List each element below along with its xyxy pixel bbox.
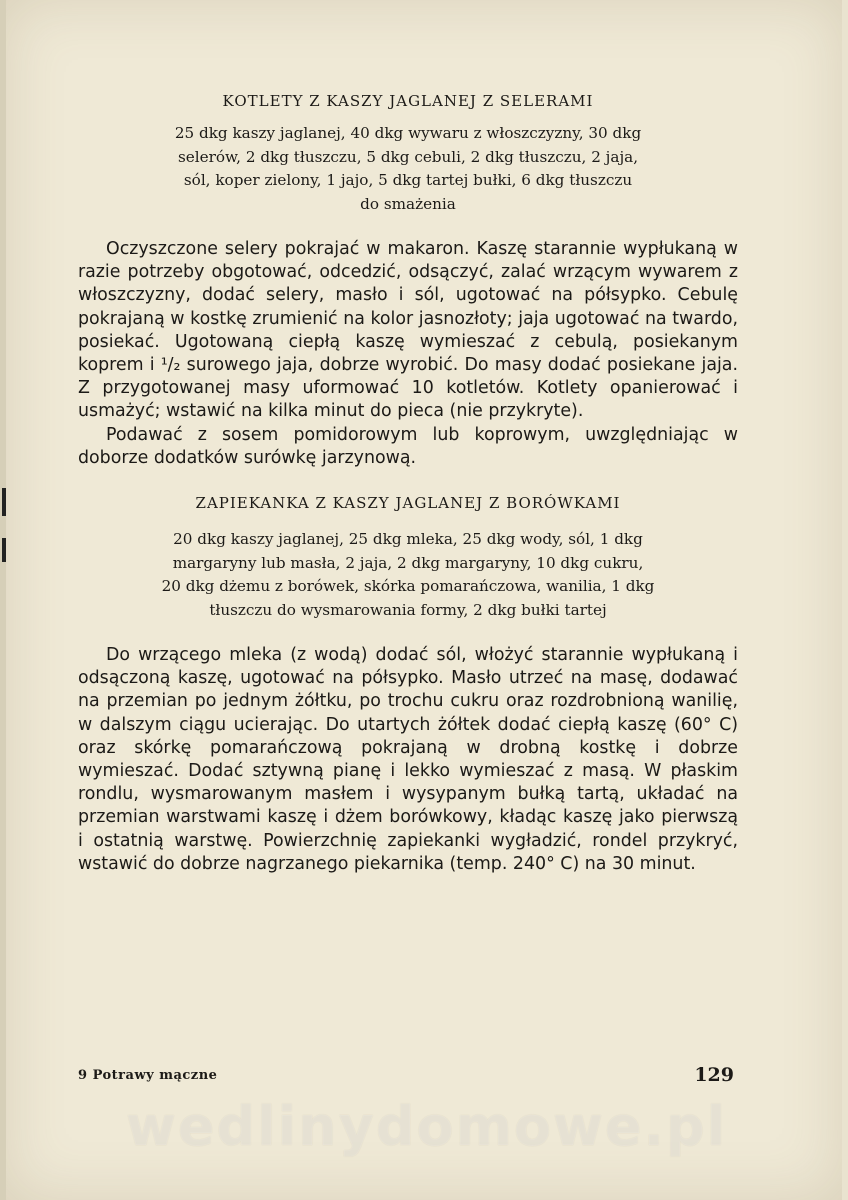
page-content [78,88,738,876]
ingredients-line: tłuszczu do wysmarowania formy, 2 dkg bułki tartej [209,600,607,619]
page-number: 129 [694,1064,734,1086]
page-footer [78,1064,738,1098]
instructions-paragraph: Oczyszczone selery pokrajać w makaron. Kaszę starannie wypłukaną w razie potrzeby obgotować, odcedzić, odsączyć, zalać wrzącym wywarem z włoszczyzny, dodać selery, masło i sól, ugotować na półsypko. Cebulę pokrajaną w kostkę zrumienić na kolor jasnozłoty; jaja ugotować na twardo, posiekać. Ugotowaną ciepłą kaszę wymieszać z cebulą, posiekanym koprem i ¹/₂ surowego jaja, dobrze wyrobić. Do masy dodać posiekane jaja. Z przygotowanej masy uformować 10 kotletów. Kotlety opanierować i usmażyć; wstawić na kilka minut do pieca (nie przykryte). [78,239,738,422]
ingredients-line: 20 dkg kaszy jaglanej, 25 dkg mleka, 25 dkg wody, sól, 1 dkg [173,530,643,549]
instructions [78,644,738,876]
recipe-title: ZAPIEKANKA Z KASZY JAGLANEJ Z BORÓWKAMI [195,494,621,513]
serving-paragraph: Podawać z sosem pomidorowym lub koprowym, uwzględniając w doborze dodatków surówkę jarzynową. [78,424,738,468]
ingredients-line: 20 dkg dżemu z borówek, skórka pomarańczowa, wanilia, 1 dkg [161,577,655,596]
ingredients-line: do smażenia [360,194,456,213]
ingredients-line: selerów, 2 dkg tłuszczu, 5 dkg cebuli, 2 dkg tłuszczu, 2 jaja, [177,147,639,166]
instructions-paragraph: Do wrzącego mleka (z wodą) dodać sól, włożyć starannie wypłukaną i odsączoną kaszę, ugotować na półsypko. Masło utrzeć na masę, dodawać na przemian po jednym żółtku, po trochu cukru oraz rozdrobnioną wanilię, w dalszym ciągu ucierając. Do utartych żółtek dodać ciepłą kaszę (60° C) oraz skórkę pomarańczową pokrajaną w drobną kostkę i dobrze wymieszać. Dodać sztywną pianę i lekko wymieszać z masą. W płaskim rondlu, wysmarowanym masłem i wysypanym bułką tartą, układać na przemian warstwami kaszę i dżem borówkowy, kładąc kaszę jako pierwszą i ostatnią warstwę. Powierzchnię zapiekanki wygładzić, rondel przykryć, wstawić do dobrze nagrzanego piekarnika (temp. 240° C) na 30 minut. [78,645,738,874]
ingredients-line: sól, koper zielony, 1 jajo, 5 dkg tartej bułki, 6 dkg tłuszczu [183,171,633,189]
ingredients-list [78,528,738,622]
ingredients-line: margaryny lub masła, 2 jaja, 2 dkg margaryny, 10 dkg cukru, [172,553,644,572]
book-page [6,0,842,1200]
recipe-zapiekanka [78,490,738,876]
recipe-title: KOTLETY Z KASZY JAGLANEJ Z SELERAMI [222,92,594,110]
ingredients-line: 25 dkg kaszy jaglanej, 40 dkg wywaru z włoszczyzny, 30 dkg [174,124,642,142]
recipe-kotlety [78,88,738,470]
signature-mark: 9 Potrawy mączne [78,1068,218,1083]
watermark: wedlinydomowe.pl [126,1095,728,1158]
ingredients-list [78,122,738,216]
instructions [78,238,738,470]
